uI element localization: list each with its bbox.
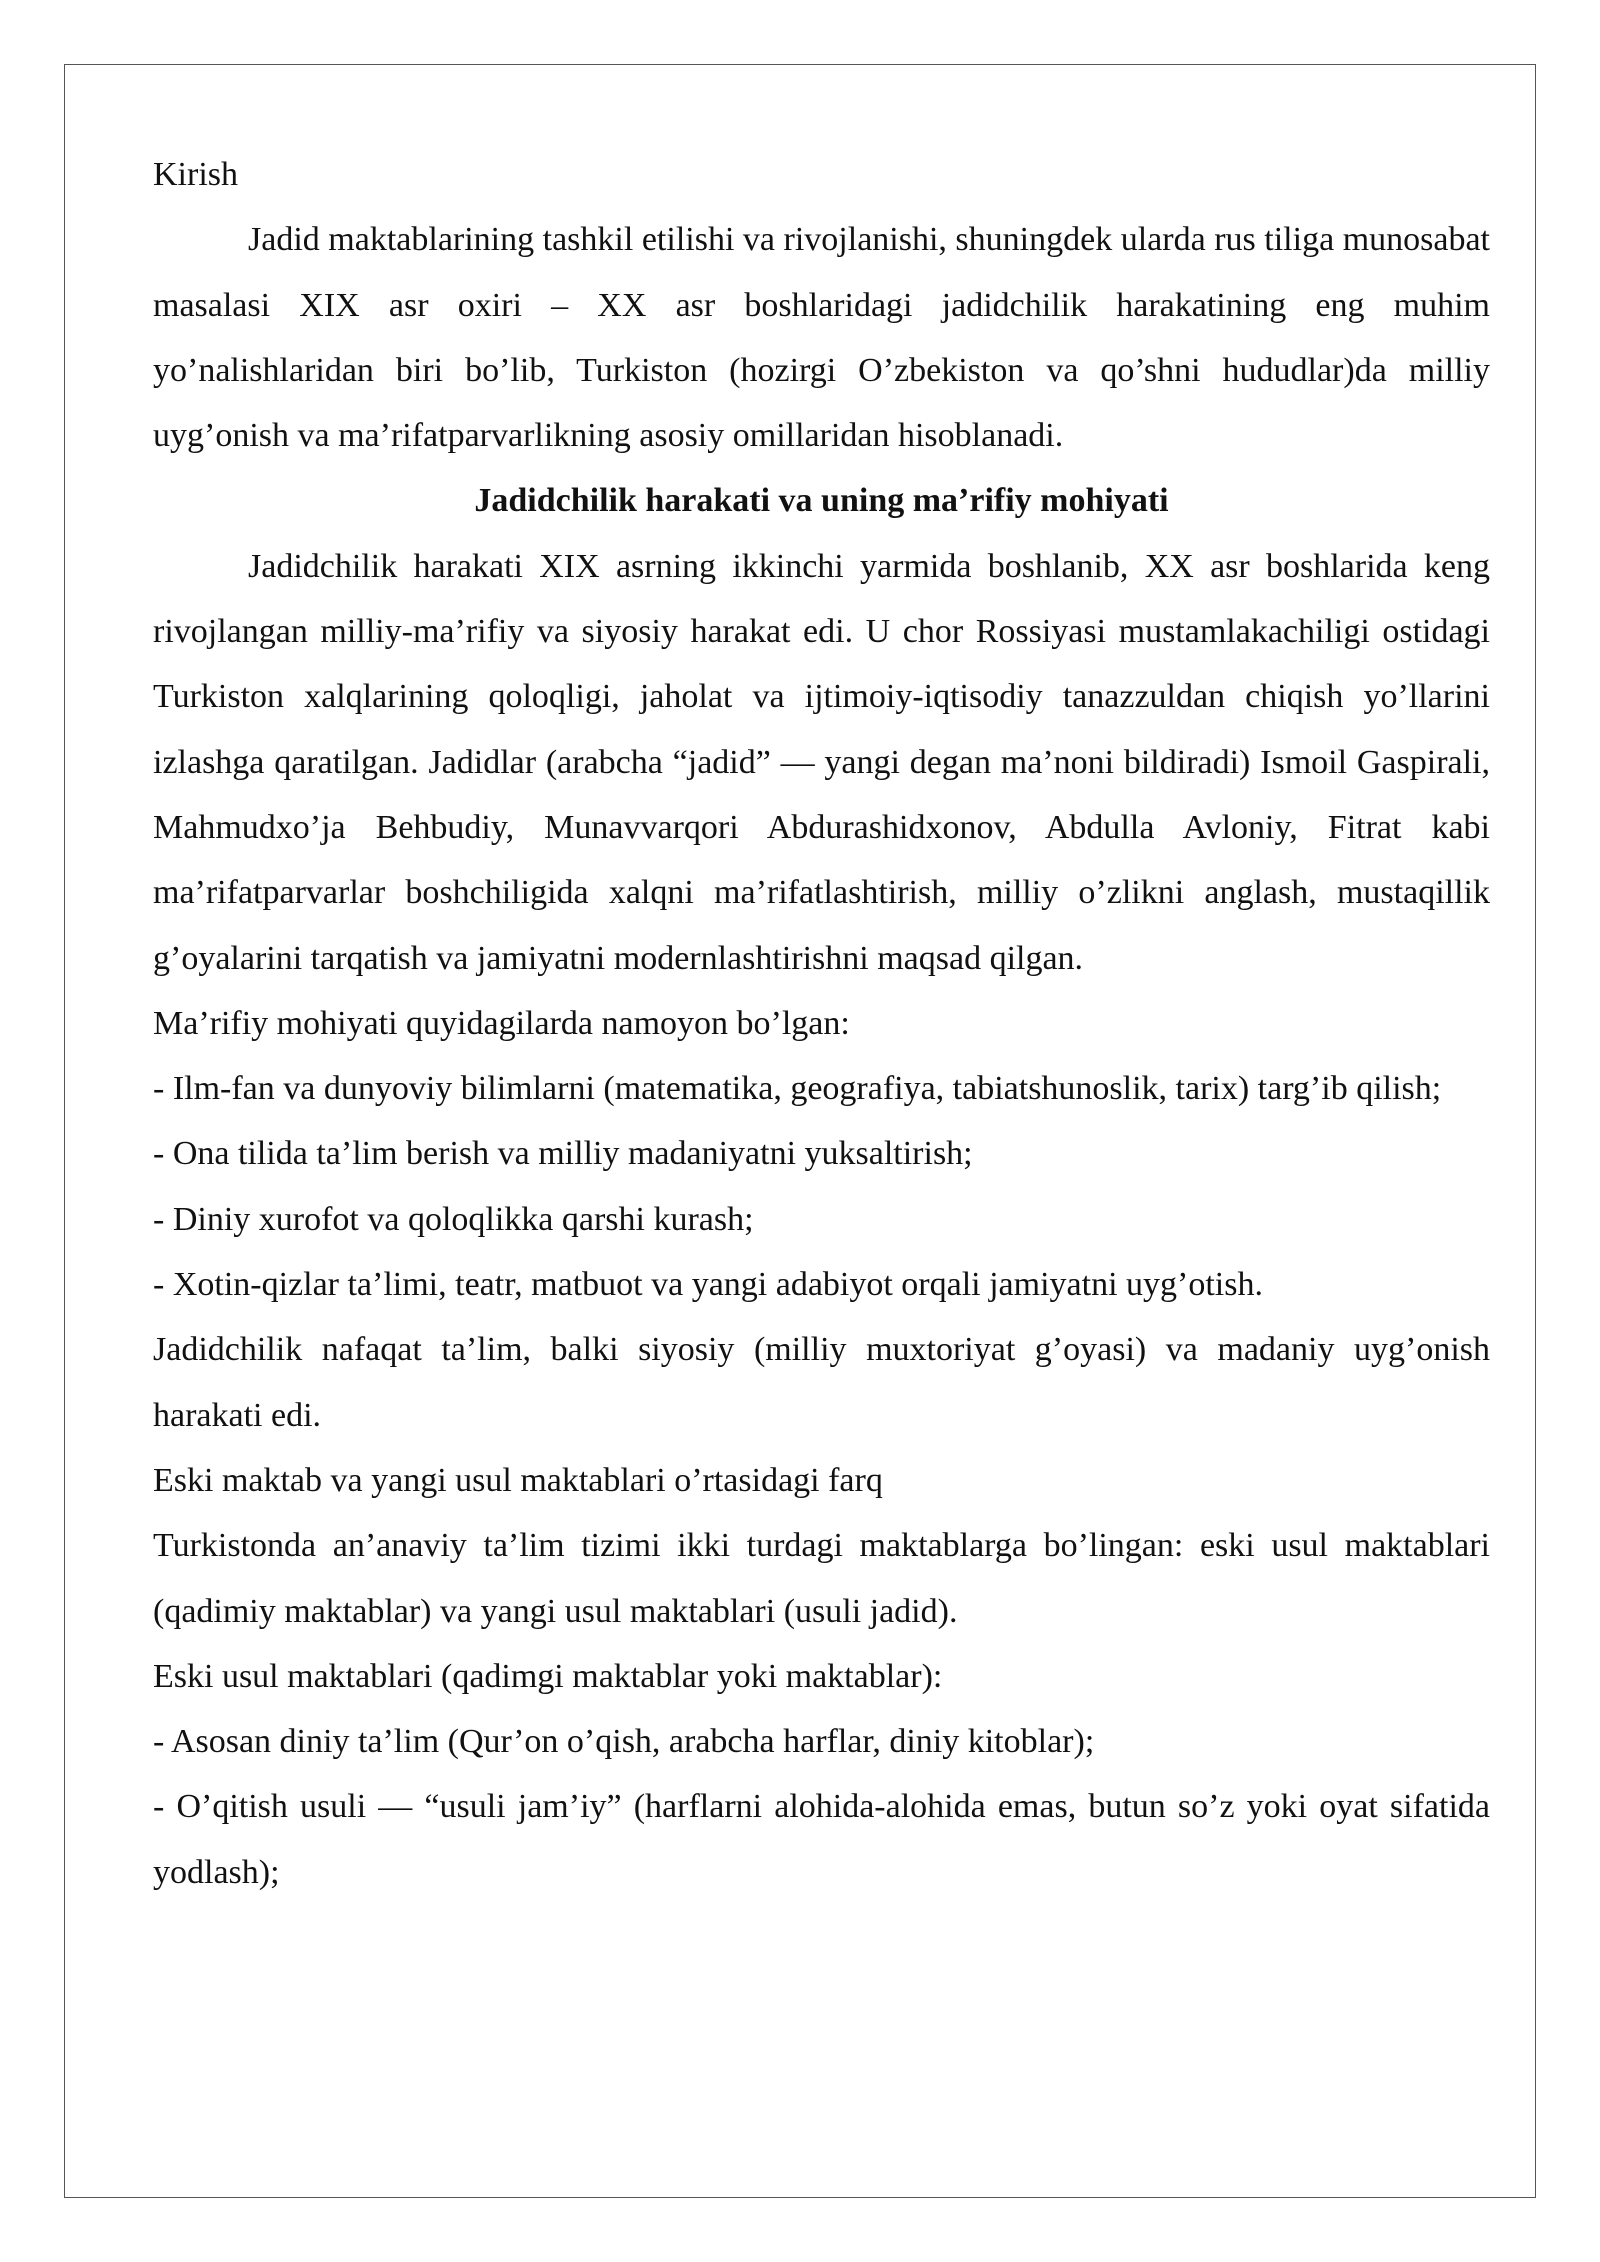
list-item: - Xotin-qizlar ta’limi, teatr, matbuot va yangi adabiyot orqali jamiyatni uyg’otish. <box>153 1266 1263 1304</box>
intro-heading: Kirish <box>153 156 238 193</box>
intro-paragraph: Jadid maktablarining tashkil etilishi va rivojlanishi, shuningdek ularda rus tiliga munosabat masalasi XIX asr oxiri – XX asr boshlaridagi jadidchilik harakatining eng muhim yo’nalishlaridan biri bo’lib, Turkiston (hozirgi O’zbekiston va qo’shni hududlar)da milliy uyg’onish va ma’rifatparvarlikning asosiy omillaridan hisoblanadi. <box>153 221 1490 455</box>
list-intro-marifiy: Ma’rifiy mohiyati quyidagilarda namoyon bo’lgan: <box>153 1004 850 1042</box>
document-body <box>153 142 1490 1905</box>
list-item: - Ona tilida ta’lim berish va milliy madaniyatni yuksaltirish; <box>153 1135 973 1173</box>
list-item: - Ilm-fan va dunyoviy bilimlarni (matematika, geografiya, tabiatshunoslik, tarix) targ’ib qilish; <box>153 1070 1442 1108</box>
list-item: - O’qitish usuli — “usuli jam’iy” (harflarni alohida-alohida emas, butun so’z yoki oyat sifatida yodlash); <box>153 1788 1490 1891</box>
section-title-jadidchilik: Jadidchilik harakati va uning ma’rifiy mohiyati <box>474 482 1169 520</box>
section-paragraph-jadidchilik: Jadidchilik harakati XIX asrning ikkinchi yarmida boshlanib, XX asr boshlarida keng rivojlangan milliy-ma’rifiy va siyosiy harakat edi. U chor Rossiyasi mustamlakachiligi ostidagi Turkiston xalqlarining qoloqligi, jaholat va ijtimoiy-iqtisodiy tanazzuldan chiqish yo’llarini izlashga qaratilgan. Jadidlar (arabcha “jadid” — yangi degan ma’noni bildiradi) Ismoil Gaspirali, Mahmudxo’ja Behbudiy, Munavvarqori Abdurashidxonov, Abdulla Avloniy, Fitrat kabi ma’rifatparvarlar boshchiligida xalqni ma’rifatlashtirish, milliy o’zlikni anglash, mustaqillik g’oyalarini tarqatish va jamiyatni modernlashtirishni maqsad qilgan. <box>153 547 1490 977</box>
list-item: - Asosan diniy ta’lim (Qur’on o’qish, arabcha harflar, diniy kitoblar); <box>153 1723 1095 1761</box>
list-intro-eski-usul: Eski usul maktablari (qadimgi maktablar yoki maktablar): <box>153 1657 943 1695</box>
list-item: - Diniy xurofot va qoloqlikka qarshi kurash; <box>153 1200 754 1238</box>
section-title-eski-maktab: Eski maktab va yangi usul maktablari o’rtasidagi farq <box>153 1461 883 1499</box>
conclusion-paragraph: Jadidchilik nafaqat ta’lim, balki siyosiy (milliy muxtoriyat g’oyasi) va madaniy uyg’onish harakati edi. <box>153 1331 1490 1434</box>
section-paragraph-turkiston: Turkistonda an’anaviy ta’lim tizimi ikki turdagi maktablarga bo’lingan: eski usul maktablari (qadimiy maktablar) va yangi usul maktablari (usuli jadid). <box>153 1527 1490 1630</box>
